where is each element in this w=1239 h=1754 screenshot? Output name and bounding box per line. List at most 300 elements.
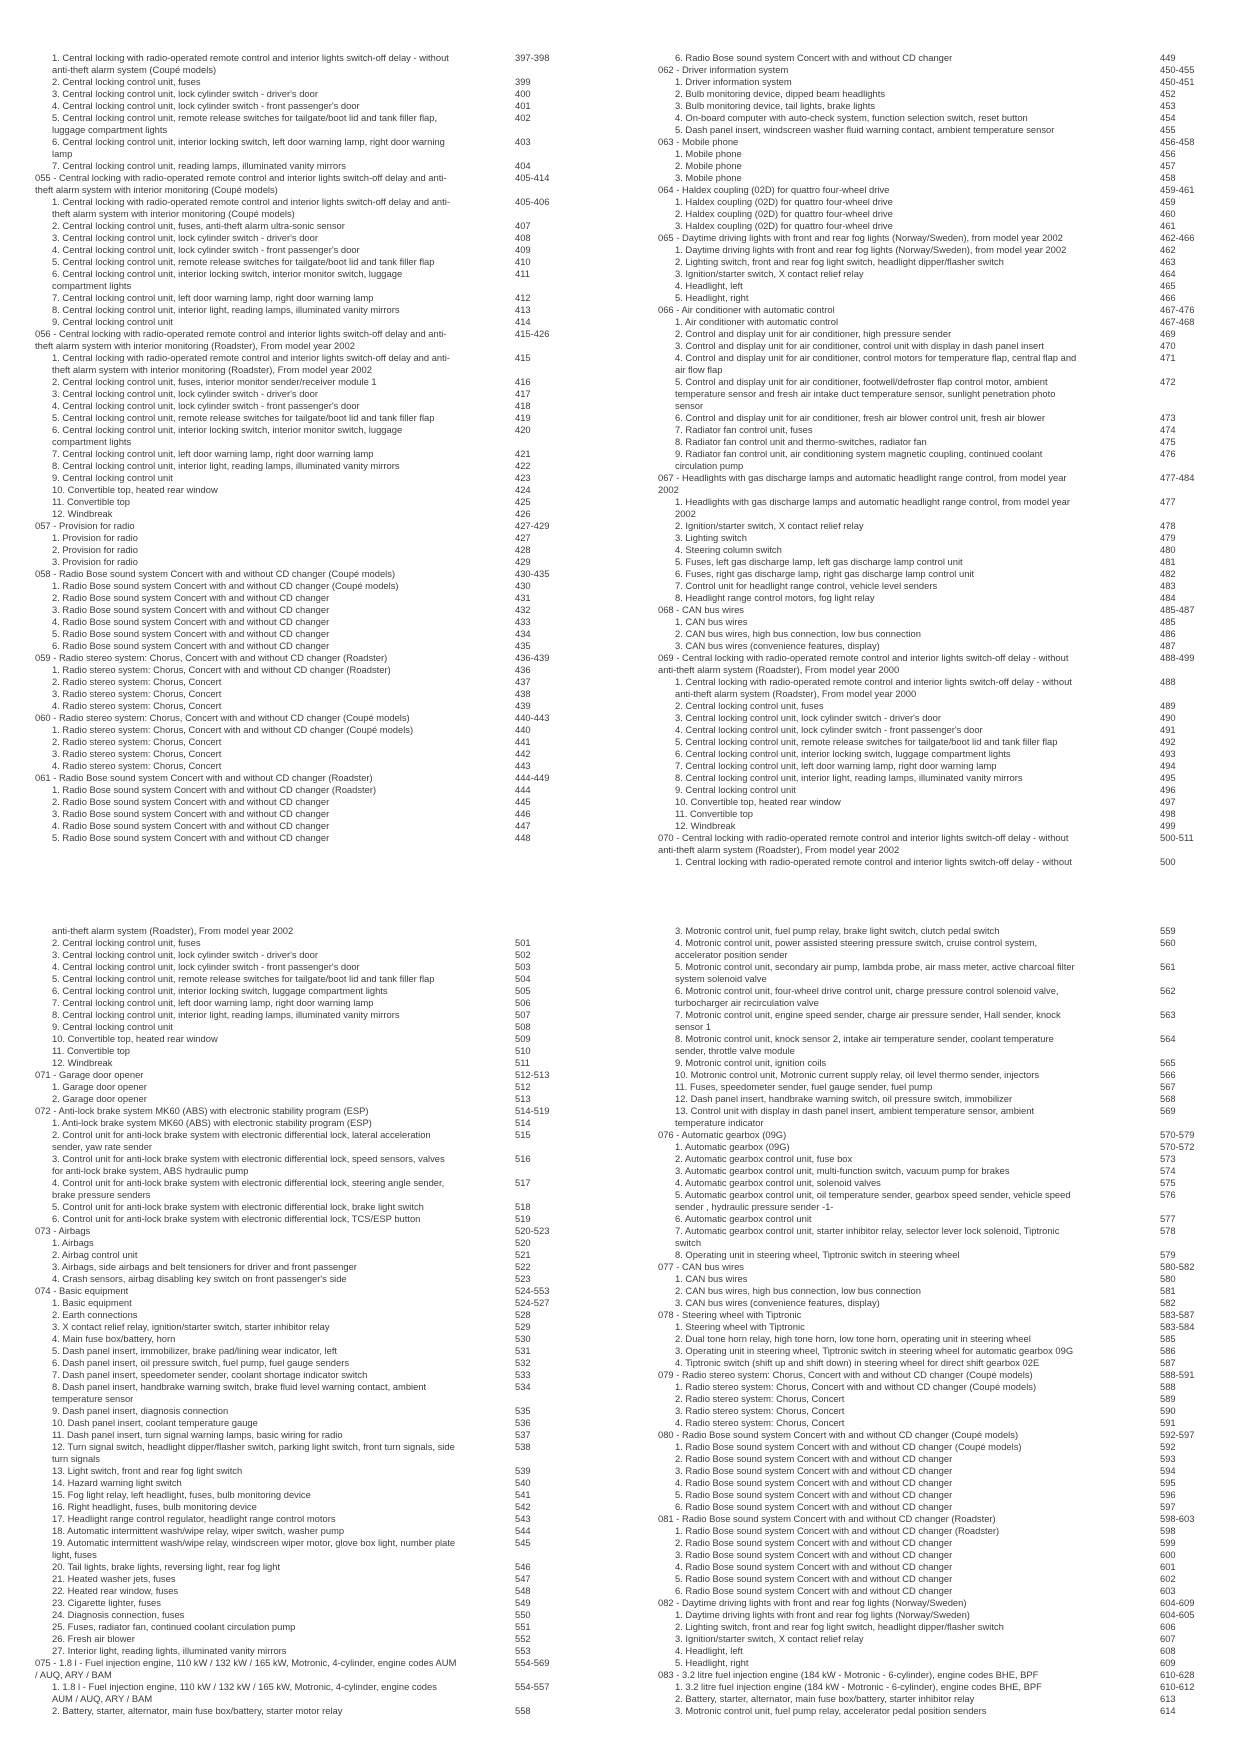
page-2	[0, 877, 1239, 1754]
toc-entry-pages: 480	[1160, 544, 1176, 555]
toc-entry	[35, 961, 610, 973]
toc-entry-pages: 415-426	[515, 328, 550, 339]
toc-entry-pages: 482	[1160, 568, 1176, 579]
toc-entry-pages: 440-443	[515, 712, 550, 723]
toc-entry	[35, 772, 610, 784]
toc-entry-text: 9. Central locking control unit	[52, 316, 173, 327]
toc-entry	[658, 760, 1236, 772]
toc-entry-text: 1. Daytime driving lights with front and rear fog lights (Norway/Sweden), from model year 2002	[675, 244, 1067, 255]
toc-entry-pages: 573	[1160, 1153, 1176, 1164]
toc-entry-pages: 513	[515, 1093, 531, 1104]
toc-entry-text: 2. Central locking control unit, fuses, anti-theft alarm ultra-sonic sensor	[52, 220, 345, 231]
toc-entry	[35, 688, 610, 700]
toc-entry	[658, 1417, 1236, 1429]
toc-entry-pages: 532	[515, 1357, 531, 1368]
toc-entry-pages: 519	[515, 1213, 531, 1224]
toc-entry-text: 1. Mobile phone	[675, 148, 742, 159]
toc-entry-pages: 455	[1160, 124, 1176, 135]
toc-entry-pages: 456	[1160, 148, 1176, 159]
toc-entry	[658, 1321, 1236, 1333]
toc-entry-text: 3. Automatic gearbox control unit, multi-function switch, vacuum pump for brakes	[675, 1165, 1010, 1176]
toc-entry-pages: 592	[1160, 1441, 1176, 1452]
toc-entry-pages: 543	[515, 1513, 531, 1524]
toc-entry-pages: 408	[515, 232, 531, 243]
toc-entry	[35, 1033, 610, 1045]
toc-entry-text: 2. Earth connections	[52, 1309, 138, 1320]
toc-entry-text: 1. Anti-lock brake system MK60 (ABS) with electronic stability program (ESP)	[52, 1117, 372, 1128]
toc-entry-pages: 449	[1160, 52, 1176, 63]
toc-entry-pages: 437	[515, 676, 531, 687]
toc-entry-pages: 402	[515, 112, 531, 123]
toc-entry	[658, 232, 1236, 244]
toc-entry-text: 5. Headlight, right	[675, 1657, 749, 1668]
toc-entry-text: 4. Radio stereo system: Chorus, Concert	[675, 1417, 845, 1428]
toc-entry-pages: 491	[1160, 724, 1176, 735]
toc-entry-pages: 488	[1160, 676, 1176, 687]
toc-entry	[658, 700, 1236, 712]
toc-entry-text: 074 - Basic equipment	[35, 1285, 129, 1296]
toc-entry-text: 1. Air conditioner with automatic control	[675, 316, 839, 327]
toc-entry	[35, 1213, 610, 1225]
toc-entry-text: 3. Control and display unit for air conditioner, control unit with display in dash panel insert	[675, 340, 1044, 351]
toc-entry-pages: 400	[515, 88, 531, 99]
toc-entry-text: 8. Operating unit in steering wheel, Tiptronic switch in steering wheel	[675, 1249, 960, 1260]
toc-entry	[658, 1309, 1236, 1321]
toc-entry	[35, 1081, 610, 1093]
toc-entry-text: 1. Radio stereo system: Chorus, Concert with and without CD changer (Coupé models)	[675, 1381, 1037, 1392]
toc-entry	[658, 520, 1236, 532]
toc-entry	[658, 1333, 1236, 1345]
toc-entry	[35, 1573, 610, 1585]
toc-entry-pages: 583-584	[1160, 1321, 1195, 1332]
toc-entry-pages: 550	[515, 1609, 531, 1620]
toc-entry	[35, 100, 610, 112]
toc-entry	[658, 1141, 1236, 1153]
toc-entry-pages: 464	[1160, 268, 1176, 279]
toc-entry-text: 059 - Radio stereo system: Chorus, Concert with and without CD changer (Roadster)	[35, 652, 388, 663]
toc-entry	[35, 1477, 610, 1489]
toc-entry-pages: 595	[1160, 1477, 1176, 1488]
toc-entry-pages: 494	[1160, 760, 1176, 771]
toc-entry-text: 11. Fuses, speedometer sender, fuel gauge sender, fuel pump	[675, 1081, 933, 1092]
toc-entry-pages: 554-557	[515, 1681, 550, 1692]
toc-entry-text: 7. Control unit for headlight range control, vehicle level senders	[675, 580, 938, 591]
toc-entry-pages: 551	[515, 1621, 531, 1632]
toc-entry	[658, 256, 1236, 268]
toc-entry-pages: 577	[1160, 1213, 1176, 1224]
toc-entry-pages: 502	[515, 949, 531, 960]
toc-entry-text: 8. Dash panel insert, handbrake warning switch, brake fluid level warning contact, ambient temperature sensor	[52, 1381, 427, 1404]
toc-entry	[658, 88, 1236, 100]
toc-entry-pages: 580-582	[1160, 1261, 1195, 1272]
toc-entry-pages: 471	[1160, 352, 1176, 363]
toc-entry-text: 067 - Headlights with gas discharge lamps and automatic headlight range control, from model year 2002	[658, 472, 1067, 495]
toc-entry-text: 4. Headlight, left	[675, 1645, 743, 1656]
toc-entry	[35, 292, 610, 304]
toc-entry-text: 4. Radio stereo system: Chorus, Concert	[52, 760, 222, 771]
toc-entry-text: 2. CAN bus wires, high bus connection, low bus connection	[675, 1285, 921, 1296]
toc-entry-pages: 588-591	[1160, 1369, 1195, 1380]
toc-entry-text: 3. CAN bus wires (convenience features, display)	[675, 1297, 880, 1308]
toc-entry	[658, 724, 1236, 736]
toc-entry-text: 11. Convertible top	[675, 808, 753, 819]
toc-entry-pages: 431	[515, 592, 531, 603]
toc-entry-pages: 442	[515, 748, 531, 759]
toc-entry-text: 16. Right headlight, fuses, bulb monitoring device	[52, 1501, 257, 1512]
toc-entry-text: 2. Battery, starter, alternator, main fuse box/battery, starter motor relay	[52, 1705, 343, 1716]
toc-entry-pages: 515	[515, 1129, 531, 1140]
toc-entry-text: 9. Central locking control unit	[52, 1021, 173, 1032]
toc-entry-pages: 404	[515, 160, 531, 171]
toc-entry	[35, 1525, 610, 1537]
toc-entry-pages: 397-398	[515, 52, 550, 63]
toc-entry-text: 2. Ignition/starter switch, X contact relief relay	[675, 520, 864, 531]
toc-entry-text: 27. Interior light, reading lights, illuminated vanity mirrors	[52, 1645, 287, 1656]
toc-entry	[658, 1573, 1236, 1585]
toc-entry-pages: 548	[515, 1585, 531, 1596]
toc-entry	[35, 1201, 610, 1213]
toc-entry	[658, 937, 1236, 961]
toc-entry	[658, 1501, 1236, 1513]
toc-entry-pages: 505	[515, 985, 531, 996]
toc-entry-text: 077 - CAN bus wires	[658, 1261, 744, 1272]
toc-entry-pages: 403	[515, 136, 531, 147]
toc-entry	[658, 340, 1236, 352]
toc-entry	[658, 1345, 1236, 1357]
toc-entry-text: 4. Steering column switch	[675, 544, 782, 555]
toc-entry	[658, 604, 1236, 616]
toc-entry	[658, 1165, 1236, 1177]
toc-entry-text: 2. Central locking control unit, fuses	[52, 76, 201, 87]
toc-entry-text: 26. Fresh air blower	[52, 1633, 135, 1644]
toc-entry-text: 2. Lighting switch, front and rear fog light switch, headlight dipper/flasher switch	[675, 1621, 1004, 1632]
toc-entry	[35, 568, 610, 580]
toc-entry-pages: 599	[1160, 1537, 1176, 1548]
toc-entry-pages: 570-579	[1160, 1129, 1195, 1140]
toc-entry	[35, 724, 610, 736]
toc-entry-text: 1. Daytime driving lights with front and rear fog lights (Norway/Sweden)	[675, 1609, 970, 1620]
toc-entry	[658, 1249, 1236, 1261]
toc-entry-pages: 504	[515, 973, 531, 984]
toc-entry-text: 2. Radio Bose sound system Concert with and without CD changer	[52, 592, 330, 603]
toc-entry-pages: 606	[1160, 1621, 1176, 1632]
toc-entry-pages: 467-468	[1160, 316, 1195, 327]
toc-entry-text: 10. Dash panel insert, coolant temperature gauge	[52, 1417, 258, 1428]
toc-entry-pages: 475	[1160, 436, 1176, 447]
toc-entry-text: 22. Heated rear window, fuses	[52, 1585, 179, 1596]
toc-entry	[658, 76, 1236, 88]
toc-entry	[35, 937, 610, 949]
toc-entry-pages: 511	[515, 1057, 530, 1068]
toc-entry-pages: 405-406	[515, 196, 550, 207]
toc-entry	[658, 496, 1236, 520]
toc-entry-pages: 538	[515, 1441, 531, 1452]
toc-entry-pages: 598-603	[1160, 1513, 1195, 1524]
toc-entry-pages: 487	[1160, 640, 1176, 651]
toc-entry-text: 5. Central locking control unit, remote release switches for tailgate/boot lid and tank filler flap	[52, 256, 435, 267]
toc-entry-text: 3. Radio stereo system: Chorus, Concert	[52, 688, 222, 699]
toc-entry-text: 057 - Provision for radio	[35, 520, 135, 531]
toc-entry-text: 2. Radio Bose sound system Concert with and without CD changer	[675, 1537, 953, 1548]
toc-entry-pages: 454	[1160, 112, 1176, 123]
toc-entry-pages: 472	[1160, 376, 1176, 387]
toc-entry-text: 25. Fuses, radiator fan, continued coolant circulation pump	[52, 1621, 296, 1632]
toc-entry-text: 3. Motronic control unit, fuel pump relay, brake light switch, clutch pedal switch	[675, 925, 1000, 936]
toc-entry-text: 6. Control unit for anti-lock brake system with electronic differential lock, TCS/ESP button	[52, 1213, 421, 1224]
toc-entry	[658, 1213, 1236, 1225]
toc-entry	[658, 1297, 1236, 1309]
toc-entry-text: 2. CAN bus wires, high bus connection, low bus connection	[675, 628, 921, 639]
toc-entry	[35, 544, 610, 556]
toc-entry	[35, 1609, 610, 1621]
toc-entry	[658, 1477, 1236, 1489]
toc-entry-text: 061 - Radio Bose sound system Concert with and without CD changer (Roadster)	[35, 772, 373, 783]
toc-entry-text: 2. Battery, starter, alternator, main fuse box/battery, starter inhibitor relay	[675, 1693, 975, 1704]
toc-entry-text: 3. Operating unit in steering wheel, Tiptronic switch in steering wheel for automatic gearbox 09G	[675, 1345, 1074, 1356]
toc-entry	[658, 640, 1236, 652]
toc-entry-text: 3. Radio Bose sound system Concert with and without CD changer	[675, 1549, 953, 1560]
toc-entry-text: 7. Central locking control unit, left door warning lamp, right door warning lamp	[675, 760, 997, 771]
toc-entry	[35, 1129, 610, 1153]
toc-entry-text: 9. Central locking control unit	[675, 784, 796, 795]
toc-entry-text: 1. Radio Bose sound system Concert with and without CD changer (Roadster)	[52, 784, 377, 795]
toc-entry-text: 1. Central locking with radio-operated remote control and interior lights switch-off delay and anti-theft alarm system with interior monitoring (Coupé models)	[52, 196, 450, 219]
toc-entry-pages: 422	[515, 460, 531, 471]
toc-entry	[35, 949, 610, 961]
toc-entry-text: 1. Central locking with radio-operated remote control and interior lights switch-off delay - without anti-theft alarm system (Coupé models)	[52, 52, 449, 75]
toc-entry-text: 1. Radio Bose sound system Concert with and without CD changer (Coupé models)	[52, 580, 399, 591]
toc-entry-text: 064 - Haldex coupling (02D) for quattro four-wheel drive	[658, 184, 890, 195]
toc-entry	[35, 400, 610, 412]
toc-entry-text: 5. Headlight, right	[675, 292, 749, 303]
toc-entry	[35, 736, 610, 748]
toc-entry-pages: 485-487	[1160, 604, 1195, 615]
toc-entry	[658, 148, 1236, 160]
toc-entry-pages: 478	[1160, 520, 1176, 531]
toc-entry	[35, 232, 610, 244]
toc-entry-pages: 547	[515, 1573, 531, 1584]
toc-entry-pages: 596	[1160, 1489, 1176, 1500]
toc-entry	[35, 1153, 610, 1177]
toc-entry-pages: 545	[515, 1537, 531, 1548]
toc-entry	[35, 1633, 610, 1645]
toc-entry-pages: 508	[515, 1021, 531, 1032]
toc-entry	[35, 1489, 610, 1501]
toc-entry-text: 4. Motronic control unit, power assisted steering pressure switch, cruise control system, accelerator position sender	[675, 937, 1038, 960]
toc-entry-text: 073 - Airbags	[35, 1225, 91, 1236]
toc-entry-pages: 529	[515, 1321, 531, 1332]
toc-entry-pages: 423	[515, 472, 531, 483]
toc-entry	[35, 52, 610, 76]
toc-entry	[658, 280, 1236, 292]
toc-entry-pages: 429	[515, 556, 531, 567]
toc-entry-pages: 450-455	[1160, 64, 1195, 75]
toc-entry-pages: 564	[1160, 1033, 1176, 1044]
toc-entry-pages: 540	[515, 1477, 531, 1488]
toc-entry	[658, 172, 1236, 184]
page-1-column-right	[658, 52, 1236, 868]
toc-entry-text: 079 - Radio stereo system: Chorus, Concert with and without CD changer (Coupé models)	[658, 1369, 1033, 1380]
page-2-column-left	[35, 925, 610, 1717]
toc-entry-pages: 566	[1160, 1069, 1176, 1080]
toc-entry-text: 7. Dash panel insert, speedometer sender, coolant shortage indicator switch	[52, 1369, 368, 1380]
toc-entry-pages: 419	[515, 412, 531, 423]
toc-entry-text: 9. Central locking control unit	[52, 472, 173, 483]
toc-entry-text: 11. Convertible top	[52, 1045, 130, 1056]
toc-entry-pages: 411	[515, 268, 530, 279]
toc-entry-pages: 492	[1160, 736, 1176, 747]
toc-entry	[658, 1369, 1236, 1381]
toc-entry-text: 4. Crash sensors, airbag disabling key switch on front passenger's side	[52, 1273, 347, 1284]
toc-entry-pages: 542	[515, 1501, 531, 1512]
toc-entry	[35, 1561, 610, 1573]
toc-entry	[35, 1177, 610, 1201]
toc-entry	[658, 808, 1236, 820]
toc-entry	[658, 1585, 1236, 1597]
toc-entry-text: 2. Radio Bose sound system Concert with and without CD changer	[52, 796, 330, 807]
toc-entry-text: 4. Control unit for anti-lock brake system with electronic differential lock, steering angle sender, brake pressure senders	[52, 1177, 445, 1200]
toc-entry	[35, 520, 610, 532]
toc-entry-pages: 493	[1160, 748, 1176, 759]
toc-entry-text: 13. Light switch, front and rear fog light switch	[52, 1465, 243, 1476]
toc-entry-pages: 418	[515, 400, 531, 411]
toc-entry	[658, 592, 1236, 604]
toc-entry-text: 6. Fuses, right gas discharge lamp, right gas discharge lamp control unit	[675, 568, 975, 579]
toc-entry-pages: 603	[1160, 1585, 1176, 1596]
page-1-column-left	[35, 52, 610, 844]
toc-entry	[35, 1273, 610, 1285]
toc-entry-pages: 417	[515, 388, 531, 399]
toc-entry-pages: 509	[515, 1033, 531, 1044]
toc-entry-pages: 465	[1160, 280, 1176, 291]
toc-entry	[658, 1429, 1236, 1441]
toc-entry	[658, 1621, 1236, 1633]
toc-entry	[35, 484, 610, 496]
toc-entry-pages: 590	[1160, 1405, 1176, 1416]
toc-entry	[658, 1561, 1236, 1573]
toc-entry	[658, 1537, 1236, 1549]
toc-entry-text: 3. Lighting switch	[675, 532, 747, 543]
toc-entry	[658, 1669, 1236, 1681]
toc-entry-pages: 568	[1160, 1093, 1176, 1104]
toc-entry-pages: 452	[1160, 88, 1176, 99]
toc-entry-pages: 460	[1160, 208, 1176, 219]
toc-entry-text: 3. Central locking control unit, lock cylinder switch - driver's door	[52, 388, 318, 399]
toc-entry	[658, 412, 1236, 424]
toc-entry	[35, 1369, 610, 1381]
toc-entry	[35, 256, 610, 268]
toc-entry	[658, 292, 1236, 304]
toc-entry-text: 5. Motronic control unit, secondary air pump, lambda probe, air mass meter, active charcoal filter system solenoid valve	[675, 961, 1075, 984]
toc-entry	[35, 1261, 610, 1273]
toc-entry	[35, 676, 610, 688]
toc-entry	[658, 1153, 1236, 1165]
toc-entry-text: 6. Motronic control unit, four-wheel drive control unit, charge pressure control solenoid valve, turbocharger air recirculation valve	[675, 985, 1059, 1008]
toc-entry-text: 12. Turn signal switch, headlight dipper/flasher switch, parking light switch, front turn signals, side turn signals	[52, 1441, 455, 1464]
toc-entry-pages: 477-484	[1160, 472, 1195, 483]
toc-entry-pages: 407	[515, 220, 531, 231]
toc-entry-pages: 421	[515, 448, 531, 459]
toc-entry-text: 7. Radiator fan control unit, fuses	[675, 424, 813, 435]
toc-entry-text: 4. Central locking control unit, lock cylinder switch - front passenger's door	[675, 724, 983, 735]
toc-entry-text: 3. X contact relief relay, ignition/starter switch, starter inhibitor relay	[52, 1321, 330, 1332]
toc-entry	[35, 1657, 610, 1681]
toc-entry	[658, 985, 1236, 1009]
toc-entry-pages: 597	[1160, 1501, 1176, 1512]
toc-entry-text: 080 - Radio Bose sound system Concert with and without CD changer (Coupé models)	[658, 1429, 1019, 1440]
toc-entry-pages: 520-523	[515, 1225, 550, 1236]
toc-entry	[658, 1693, 1236, 1705]
toc-entry-pages: 461	[1160, 220, 1176, 231]
toc-entry-text: 4. Radio stereo system: Chorus, Concert	[52, 700, 222, 711]
toc-entry-pages: 462	[1160, 244, 1176, 255]
toc-entry-pages: 445	[515, 796, 531, 807]
toc-entry-pages: 420	[515, 424, 531, 435]
toc-entry-pages: 552	[515, 1633, 531, 1644]
toc-entry-text: 3. Central locking control unit, lock cylinder switch - driver's door	[52, 88, 318, 99]
toc-entry-text: 1. Radio stereo system: Chorus, Concert with and without CD changer (Coupé models)	[52, 724, 414, 735]
toc-entry-pages: 409	[515, 244, 531, 255]
toc-entry	[35, 1117, 610, 1129]
toc-entry-pages: 427-429	[515, 520, 550, 531]
toc-entry-pages: 609	[1160, 1657, 1176, 1668]
toc-entry	[35, 160, 610, 172]
toc-entry-text: 1. Automatic gearbox (09G)	[675, 1141, 790, 1152]
toc-entry-text: 055 - Central locking with radio-operated remote control and interior lights switch-off delay and anti-theft alarm system with interior monitoring (Coupé models)	[35, 172, 447, 195]
toc-entry	[35, 1309, 610, 1321]
toc-entry-pages: 453	[1160, 100, 1176, 111]
toc-entry-text: 3. Central locking control unit, lock cylinder switch - driver's door	[675, 712, 941, 723]
toc-entry	[658, 1177, 1236, 1189]
toc-entry-pages: 604-605	[1160, 1609, 1195, 1620]
toc-entry-text: 3. Control unit for anti-lock brake system with electronic differential lock, speed sensors, valves for anti-lock brake system, ABS hydraulic pump	[52, 1153, 445, 1176]
toc-entry	[35, 1537, 610, 1561]
toc-entry-pages: 410	[515, 256, 531, 267]
toc-entry	[658, 1657, 1236, 1669]
toc-entry-pages: 440	[515, 724, 531, 735]
toc-entry	[658, 532, 1236, 544]
toc-entry	[658, 184, 1236, 196]
toc-entry-text: 2. Provision for radio	[52, 544, 138, 555]
toc-entry	[658, 1081, 1236, 1093]
toc-entry-pages: 436-439	[515, 652, 550, 663]
toc-entry	[658, 1597, 1236, 1609]
toc-entry-text: 6. Central locking control unit, interior locking switch, luggage compartment lights	[675, 748, 1011, 759]
toc-entry	[658, 568, 1236, 580]
toc-entry-text: 3. Bulb monitoring device, tail lights, brake lights	[675, 100, 876, 111]
toc-entry-pages: 430	[515, 580, 531, 591]
toc-entry-pages: 554-569	[515, 1657, 550, 1668]
toc-entry-text: 6. Radio Bose sound system Concert with and without CD changer	[52, 640, 330, 651]
toc-entry-text: 8. Central locking control unit, interior light, reading lamps, illuminated vanity mirrors	[52, 1009, 400, 1020]
toc-entry-text: 10. Convertible top, heated rear window	[675, 796, 841, 807]
toc-entry	[35, 76, 610, 88]
toc-entry	[658, 208, 1236, 220]
toc-entry-text: 1. Headlights with gas discharge lamps and automatic headlight range control, from model year 2002	[675, 496, 1071, 519]
toc-entry	[658, 1273, 1236, 1285]
toc-entry	[658, 1357, 1236, 1369]
toc-entry	[35, 1705, 610, 1717]
toc-entry	[35, 784, 610, 796]
toc-entry-pages: 428	[515, 544, 531, 555]
toc-entry-text: 10. Convertible top, heated rear window	[52, 484, 218, 495]
toc-entry-pages: 490	[1160, 712, 1176, 723]
toc-entry-text: 060 - Radio stereo system: Chorus, Concert with and without CD changer (Coupé models)	[35, 712, 410, 723]
toc-entry-pages: 541	[515, 1489, 531, 1500]
toc-entry	[35, 748, 610, 760]
toc-entry-pages: 413	[515, 304, 531, 315]
toc-entry	[35, 1237, 610, 1249]
